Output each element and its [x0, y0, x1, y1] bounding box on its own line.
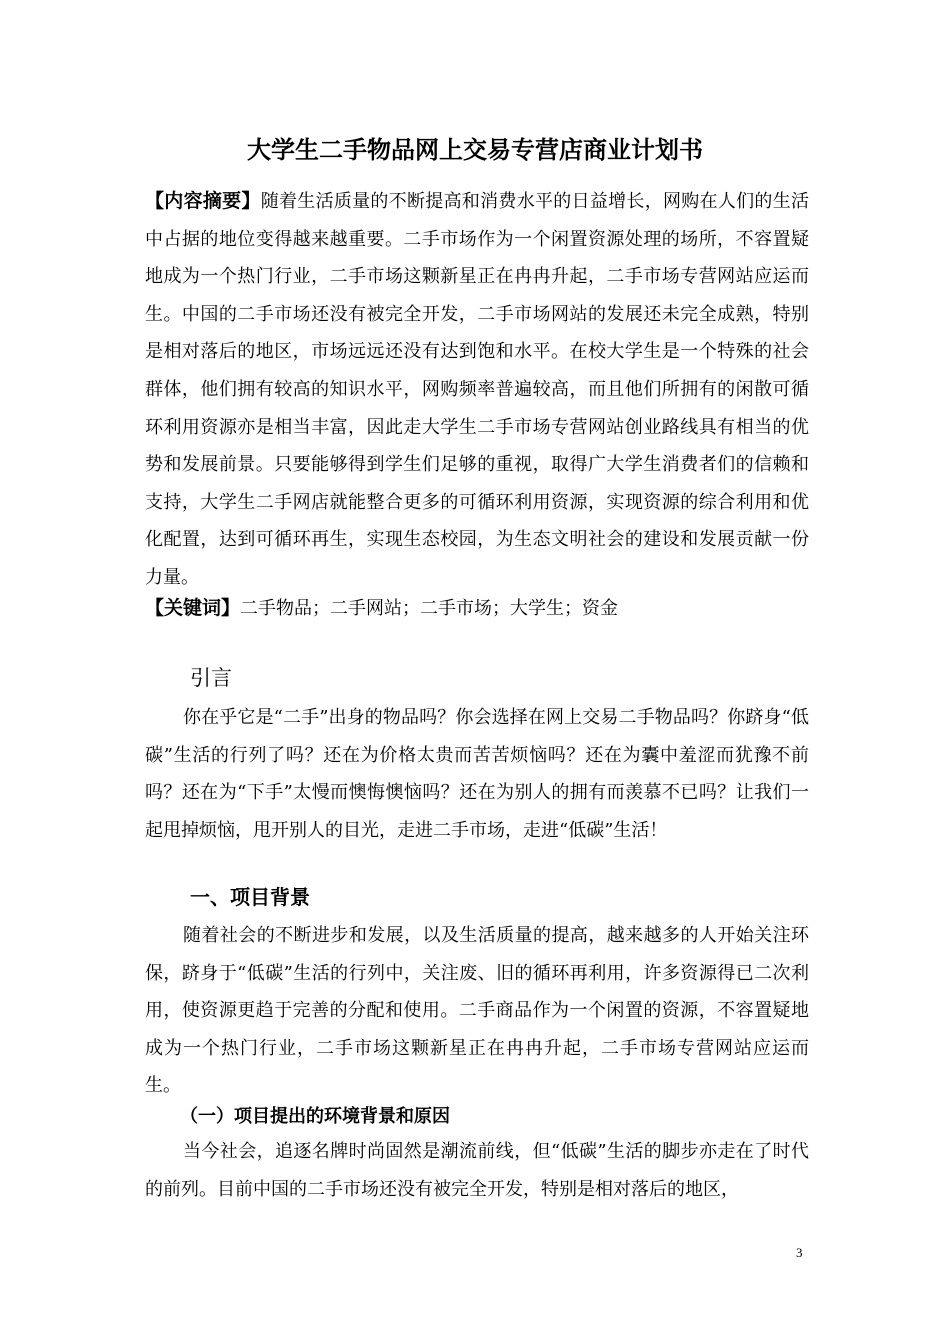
intro-paragraph: 你在乎它是“二手”出身的物品吗？你会选择在网上交易二手物品吗？你跻身“低碳”生活的行列了吗？还在为价格太贵而苦苦烦恼吗？还在为囊中羞涩而犹豫不前吗？还在为“下手”太慢而懊悔懊恼吗？还在为别人的拥有而羡慕不已吗？让我们一起甩掉烦恼，甩开别人的目光，走进二手市场，走进“低碳”生活！: [145, 707, 809, 841]
background-paragraph: 随着社会的不断进步和发展，以及生活质量的提高，越来越多的人开始关注环保，跻身于“低碳”生活的行列中，关注废、旧的循环再利用，许多资源得已二次利用，使资源更趋于完善的分配和使用。二手商品作为一个闲置的资源，不容置疑地成为一个热门行业，二手市场这颗新星正在冉冉升起，二手市场专营网站应运而生。: [145, 925, 809, 1097]
intro-heading: 引言: [190, 666, 232, 690]
page-number: 3: [796, 1245, 803, 1260]
abstract-paragraph: [145, 183, 809, 597]
keywords-text: 二手物品；二手网站；二手市场；大学生；资金: [240, 598, 619, 619]
abstract-label: 【内容摘要】: [145, 190, 261, 212]
keywords-paragraph: [145, 590, 809, 628]
subsection-heading-environment: （一）项目提出的环境背景和原因: [180, 1106, 450, 1127]
abstract-text: 随着生活质量的不断提高和消费水平的日益增长，网购在人们的生活中占据的地位变得越来越重要。二手市场作为一个闲置资源处理的场所，不容置疑地成为一个热门行业，二手市场这颗新星正在冉冉升起，二手市场专营网站应运而生。中国的二手市场还没有被完全开发，二手市场网站的发展还未完全成熟，特别是相对落后的地区，市场远远还没有达到饱和水平。在校大学生是一个特殊的社会群体，他们拥有较高的知识水平，网购频率普遍较高，而且他们所拥有的闲散可循环利用资源亦是相当丰富，因此走大学生二手市场专营网站创业路线具有相当的优势和发展前景。只要能够得到学生们足够的重视，取得广大学生消费者们的信赖和支持，大学生二手网店就能整合更多的可循环利用资源，实现资源的综合利用和优化配置，达到可循环再生，实现生态校园，为生态文明社会的建设和发展贡献一份力量。: [145, 191, 809, 588]
environment-paragraph: 当今社会，追逐名牌时尚固然是潮流前线，但“低碳”生活的脚步亦走在了时代的前列。目前中国的二手市场还没有被完全开发，特别是相对落后的地区，: [145, 1141, 809, 1200]
section-heading-background: 一、项目背景: [190, 885, 310, 909]
document-title: 大学生二手物品网上交易专营店商业计划书: [247, 136, 703, 164]
keywords-label: 【关键词】: [145, 597, 241, 619]
